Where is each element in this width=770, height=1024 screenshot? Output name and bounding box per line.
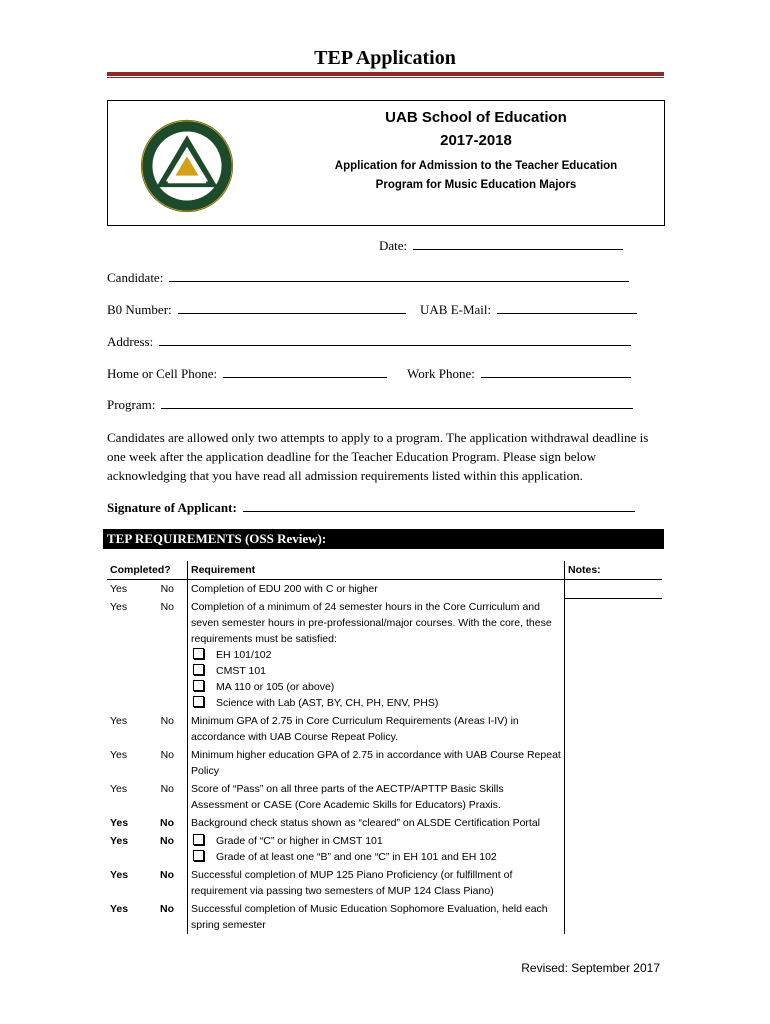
requirement-text: Successful completion of MUP 125 Piano Proficiency (or fulfillment of requirement via passing two semesters of MUP 124 Class Piano) [191,869,513,897]
requirement-cell [188,780,565,814]
requirement-text: Successful completion of Music Education Sophomore Evaluation, held each spring semester [191,903,548,931]
checkbox-icon[interactable] [193,664,204,675]
yes-option[interactable]: Yes [110,903,129,915]
completed-cell [107,598,188,712]
requirement-text: Completion of a minimum of 24 semester hours in the Core Curriculum and seven semester hours in pre-professional/major courses. With the core, these requirements must be satisfied: [191,601,552,645]
requirement-text: Minimum GPA of 2.75 in Core Curriculum Requirements (Areas I-IV) in accordance with UAB Course Repeat Policy. [191,715,519,743]
yes-option[interactable]: Yes [110,583,128,595]
yes-no-options [110,713,178,729]
no-option[interactable]: No [160,903,174,915]
no-option[interactable]: No [160,817,174,829]
requirement-row [107,580,662,599]
completed-cell [107,746,188,780]
address-label: Address: [107,334,154,349]
signature-field [107,500,635,516]
subitem-label: Grade of at least one “B” and one “C” in EH 101 and EH 102 [216,851,497,863]
program-label: Program: [107,397,156,412]
yes-option[interactable]: Yes [110,869,129,881]
subitem-label: EH 101/102 [216,649,272,661]
work-phone-label: Work Phone: [407,366,475,381]
requirements-table [107,561,662,934]
checkbox-icon[interactable] [193,648,204,659]
requirement-row [107,598,662,712]
notes-cell[interactable] [565,580,663,599]
email-label: UAB E-Mail: [420,302,492,317]
yes-option[interactable]: Yes [110,715,128,727]
completed-cell [107,580,188,599]
subitem-label: Science with Lab (AST, BY, CH, PH, ENV, PHS) [216,697,439,709]
title-divider-thin [107,77,664,78]
page-title: TEP Application [314,47,456,69]
requirements-heading: TEP REQUIREMENTS (OSS Review): [103,529,664,549]
completed-cell [107,780,188,814]
no-option[interactable]: No [160,869,174,881]
candidate-field [107,270,629,286]
no-option[interactable]: No [160,749,174,761]
date-input[interactable] [413,238,623,250]
program-input[interactable] [161,397,633,409]
title-divider [107,72,664,76]
candidate-input[interactable] [169,270,629,282]
yes-option[interactable]: Yes [110,783,128,795]
yes-option[interactable]: Yes [110,817,129,829]
notes-column-header: Notes: [565,561,663,580]
completed-cell [107,832,188,866]
date-field [379,238,623,254]
requirement-text: Completion of EDU 200 with C or higher [191,583,378,595]
yes-no-options [110,815,178,831]
b0-number-input[interactable] [178,302,406,314]
signature-label: Signature of Applicant: [107,500,237,515]
attempt-notice: Candidates are allowed only two attempts to apply to a program. The application withdrawal deadline is one week after the application deadline for the Teacher Education Program. Please sign below acknowledging that you have read all admission requirements listed within this application. [107,430,649,483]
work-phone-input[interactable] [481,366,631,378]
requirement-cell [188,598,565,712]
yes-no-options [110,901,178,917]
no-option[interactable]: No [160,715,174,727]
checkbox-icon[interactable] [193,834,204,845]
requirement-text: Background check status shown as “cleared” on ALSDE Certification Portal [191,817,541,829]
address-field [107,334,631,350]
yes-option[interactable]: Yes [110,835,129,847]
requirement-subitem [191,647,561,663]
checkbox-icon[interactable] [193,850,204,861]
requirement-cell [188,746,565,780]
requirement-subitem [191,849,561,865]
requirement-column-header: Requirement [188,561,565,580]
no-option[interactable]: No [160,583,174,595]
requirement-subitem [191,695,561,711]
requirement-cell [188,712,565,746]
application-subtitle [288,157,664,195]
signature-input[interactable] [243,500,635,512]
yes-option[interactable]: Yes [110,601,128,613]
subtitle-line-1: Application for Admission to the Teacher Education [334,160,618,172]
date-label: Date: [379,238,408,253]
yes-no-options [110,833,178,849]
yes-no-options [110,781,178,797]
requirement-subitem [191,679,561,695]
academic-year: 2017-2018 [440,132,512,149]
yes-no-options [110,867,178,883]
email-input[interactable] [497,302,637,314]
email-field [420,302,637,318]
requirements-header-row [107,561,662,580]
home-phone-input[interactable] [223,366,387,378]
requirement-text: Minimum higher education GPA of 2.75 in accordance with UAB Course Repeat Policy [191,749,561,777]
checkbox-icon[interactable] [193,696,204,707]
b0-number-label: B0 Number: [107,302,172,317]
subitem-label: MA 110 or 105 (or above) [216,681,335,693]
requirement-cell [188,832,565,866]
revised-date: Revised: September 2017 [521,961,660,975]
subitem-label: Grade of “C” or higher in CMST 101 [216,835,383,847]
completed-cell [107,814,188,832]
requirement-cell [188,814,565,832]
address-input[interactable] [159,334,631,346]
school-seal-logo [139,118,235,214]
yes-no-options [110,581,178,597]
candidate-label: Candidate: [107,270,164,285]
completed-cell [107,866,188,900]
requirement-subitem [191,663,561,679]
requirement-cell [188,866,565,900]
completed-cell [107,712,188,746]
checkbox-icon[interactable] [193,680,204,691]
completed-cell [107,900,188,934]
yes-option[interactable]: Yes [110,749,128,761]
requirement-cell [188,900,565,934]
work-phone-field [407,366,631,382]
subtitle-line-2: Program for Music Education Majors [375,179,577,191]
yes-no-options [110,747,178,763]
b0-number-field [107,302,406,318]
requirement-text: Score of “Pass” on all three parts of the AECTP/APTTP Basic Skills Assessment or CASE (Core Academic Skills for Educators) Praxis. [191,783,504,811]
subitem-label: CMST 101 [216,665,266,677]
program-field [107,397,633,413]
header-box [107,100,665,226]
notes-cell[interactable] [565,598,663,934]
header-text [288,101,664,195]
no-option[interactable]: No [160,835,174,847]
yes-no-options [110,599,178,615]
no-option[interactable]: No [160,601,174,613]
school-name: UAB School of Education [385,109,567,126]
no-option[interactable]: No [160,783,174,795]
requirement-subitem [191,833,561,849]
home-phone-field [107,366,387,382]
home-phone-label: Home or Cell Phone: [107,366,218,381]
requirement-cell [188,580,565,599]
completed-column-header: Completed? [107,561,188,580]
